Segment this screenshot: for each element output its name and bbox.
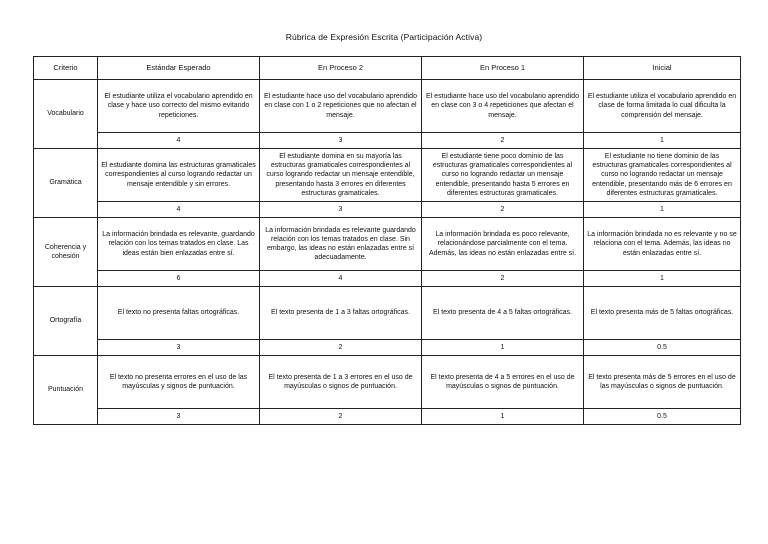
description-cell: El estudiante hace uso del vocabulario aprendido en clase con 3 o 4 repeticiones que afectan el mensaje. [422, 80, 584, 133]
page-title: Rúbrica de Expresión Escrita (Participación Activa) [285, 32, 483, 42]
description-cell: El texto no presenta errores en el uso de las mayúsculas y signos de puntuación. [98, 356, 260, 409]
score-row [34, 202, 741, 218]
score-cell: 3 [98, 340, 260, 356]
description-cell: La información brindada no es relevante y no se relaciona con el tema. Además, las ideas no están enlazadas entre sí. [584, 218, 741, 271]
header-estandar-esperado: Estándar Esperado [98, 57, 260, 80]
table-row [34, 149, 741, 202]
description-cell: La información brindada es relevante guardando relación con los temas tratados en clase. Sin embargo, las ideas no están enlazadas entre sí adecuadamente. [260, 218, 422, 271]
header-en-proceso-2: En Proceso 2 [260, 57, 422, 80]
description-cell: El texto presenta más de 5 errores en el uso de las mayúsculas o signos de puntuación. [584, 356, 741, 409]
description-cell: El estudiante hace uso del vocabulario aprendido en clase con 1 o 2 repeticiones que no afectan el mensaje. [260, 80, 422, 133]
table-row [34, 80, 741, 133]
table-row [34, 218, 741, 271]
score-cell: 0.5 [584, 409, 741, 425]
score-cell: 2 [260, 340, 422, 356]
score-cell: 1 [584, 271, 741, 287]
score-row [34, 271, 741, 287]
criterion-puntuacion: Puntuación [34, 356, 98, 425]
score-cell: 3 [98, 409, 260, 425]
score-cell: 1 [422, 409, 584, 425]
table-row [34, 356, 741, 409]
score-cell: 1 [584, 133, 741, 149]
score-cell: 1 [422, 340, 584, 356]
criterion-coherencia-cohesion: Coherencia y cohesión [34, 218, 98, 287]
description-cell: El texto presenta de 4 a 5 faltas ortográficas. [422, 287, 584, 340]
score-cell: 2 [422, 202, 584, 218]
score-cell: 3 [260, 202, 422, 218]
score-cell: 2 [422, 271, 584, 287]
header-row [34, 57, 741, 80]
score-cell: 6 [98, 271, 260, 287]
header-criterio: Criterio [34, 57, 98, 80]
score-cell: 3 [260, 133, 422, 149]
criterion-gramatica: Gramática [34, 149, 98, 218]
description-cell: El estudiante domina las estructuras gramaticales correspondientes al curso logrando redactar un mensaje entendible y sin errores. [98, 149, 260, 202]
score-cell: 2 [422, 133, 584, 149]
criterion-vocabulario: Vocabulario [34, 80, 98, 149]
description-cell: El texto presenta de 4 a 5 errores en el uso de mayúsculas o signos de puntuación. [422, 356, 584, 409]
score-cell: 1 [584, 202, 741, 218]
table-row [34, 287, 741, 340]
score-row [34, 340, 741, 356]
header-inicial: Inicial [584, 57, 741, 80]
description-cell: El estudiante no tiene dominio de las estructuras gramaticales correspondientes al curso no logrando redactar un mensaje entendible, presentando más de 6 errores en diferentes estructuras gramaticales. [584, 149, 741, 202]
description-cell: El texto presenta de 1 a 3 faltas ortográficas. [260, 287, 422, 340]
description-cell: El estudiante utiliza el vocabulario aprendido en clase de forma limitada lo cual dificulta la comprensión del mensaje. [584, 80, 741, 133]
description-cell: El estudiante tiene poco dominio de las estructuras gramaticales correspondientes al curso no logrando redactar un mensaje entendible, presentando hasta 5 errores en diferentes estructuras gramaticales. [422, 149, 584, 202]
score-cell: 2 [260, 409, 422, 425]
description-cell: El texto presenta de 1 a 3 errores en el uso de mayúsculas o signos de puntuación. [260, 356, 422, 409]
criterion-ortografia: Ortografía [34, 287, 98, 356]
score-cell: 4 [260, 271, 422, 287]
score-row [34, 133, 741, 149]
header-en-proceso-1: En Proceso 1 [422, 57, 584, 80]
description-cell: El texto no presenta faltas ortográficas. [98, 287, 260, 340]
description-cell: El estudiante utiliza el vocabulario aprendido en clase y hace uso correcto del mismo evitando repeticiones. [98, 80, 260, 133]
score-cell: 4 [98, 133, 260, 149]
description-cell: El texto presenta más de 5 faltas ortográficas. [584, 287, 741, 340]
score-cell: 4 [98, 202, 260, 218]
score-cell: 0.5 [584, 340, 741, 356]
description-cell: El estudiante domina en su mayoría las estructuras gramaticales correspondientes al curso logrando redactar un mensaje entendible, presentando hasta 3 errores en diferentes estructuras gramaticales. [260, 149, 422, 202]
description-cell: La información brindada es poco relevante, relacionándose parcialmente con el tema. Además, las ideas no están enlazadas entre sí. [422, 218, 584, 271]
score-row [34, 409, 741, 425]
rubric-table [33, 56, 741, 425]
description-cell: La información brindada es relevante, guardando relación con los temas tratados en clase. Las ideas están bien enlazadas entre sí. [98, 218, 260, 271]
